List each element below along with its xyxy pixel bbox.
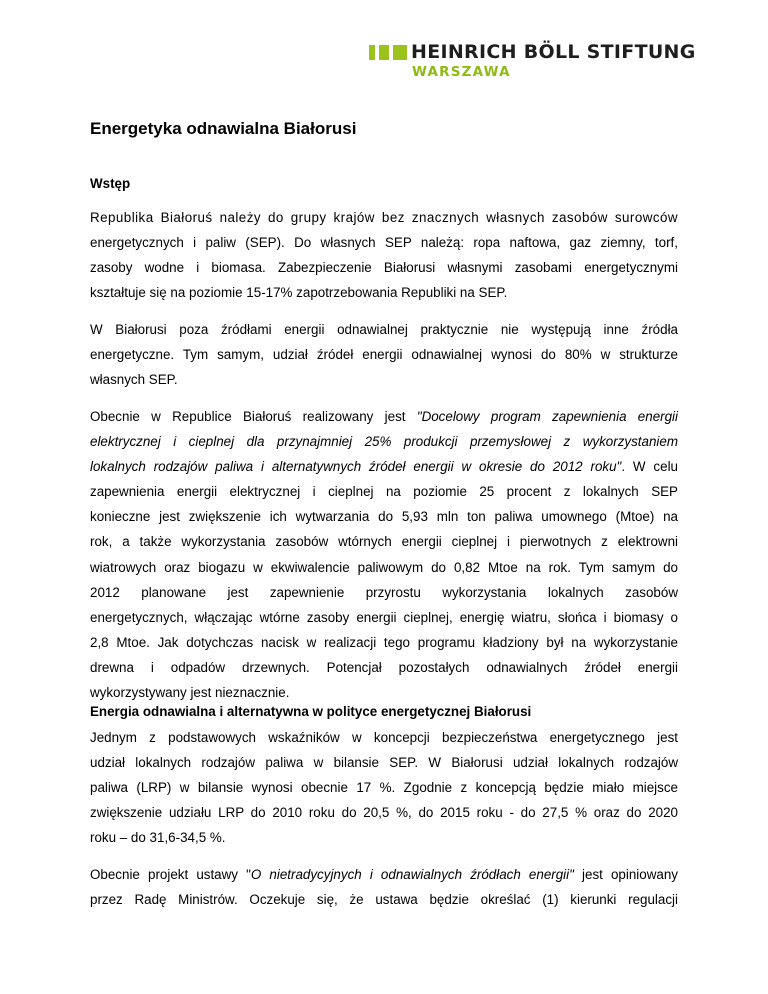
- text-line: paliwa (LRP) w bilansie wynosi obecnie 17 %. Zgodnie z koncepcją będzie miało miejsce: [90, 780, 678, 796]
- program-title-italic: lokalnych rodzajów paliwa i alternatywnych źródeł energii w okresie do 2012 roku": [90, 459, 622, 475]
- text-line: energetyczne. Tym samym, udział źródeł energii odnawialnej wynosi do 80% w strukturze: [90, 347, 678, 363]
- text-line: kształtuje się na poziomie 15-17% zapotrzebowania Republiki na SEP.: [90, 285, 508, 301]
- paragraph-renewables-share: [90, 317, 678, 392]
- text-line: drewna i odpadów drzewnych. Potencjał pozostałych odnawialnych źródeł energii: [90, 659, 678, 675]
- program-title-italic: "Docelowy program zapewnienia energii: [416, 409, 679, 424]
- text-line: konieczne jest zwiększenie ich wytwarzania do 5,93 mln ton paliwa umownego (Mtoe) na: [90, 509, 678, 525]
- text-line: Jednym z podstawowych wskaźników w koncepcji bezpieczeństwa energetycznego jest: [90, 730, 678, 745]
- paragraph-energy-security: [90, 725, 678, 850]
- text-line: W Białorusi poza źródłami energii odnawialnej praktycznie nie występują inne źródła: [90, 322, 678, 337]
- text-line: zapewnienia energii elektrycznej i cieplnej na poziomie 25 procent z lokalnych SEP: [90, 484, 678, 500]
- paragraph-intro: [90, 205, 678, 305]
- text-line: zwiększenie udziału LRP do 2010 roku do 20,5 %, do 2015 roku - do 27,5 % oraz do 2020: [90, 805, 678, 821]
- text-line: roku – do 31,6-34,5 %.: [90, 830, 226, 846]
- text-line: 2,8 Mtoe. Jak dotychczas nacisk w realizacji tego programu kładziony był na wykorzystanie: [90, 634, 678, 650]
- section-heading-policy: Energia odnawialna i alternatywna w polityce energetycznej Białorusi: [90, 704, 532, 719]
- text-line: lokalnych rodzajów paliwa i alternatywnych źródeł energii w okresie do 2012 roku". W celu: [90, 459, 678, 475]
- foundation-logo: [369, 41, 696, 82]
- text-line: własnych SEP.: [90, 372, 178, 388]
- paragraph-target-program: [90, 404, 678, 705]
- text-line: Republika Białoruś należy do grupy krajów bez znacznych własnych zasobów surowców: [90, 210, 678, 225]
- text-line: Obecnie w Republice Białoruś realizowany jest "Docelowy program zapewnienia energii: [90, 409, 679, 424]
- document-title: Energetyka odnawialna Białorusi: [90, 119, 357, 138]
- text-line: wiatrowych oraz biogazu w ekwiwalencie paliwowym do 0,82 Mtoe na rok. Tym samym do: [90, 559, 678, 575]
- text-line: przez Radę Ministrów. Oczekuje się, że ustawa będzie określać (1) kierunki regulacji: [90, 892, 678, 908]
- law-title-italic: O nietradycyjnych i odnawialnych źródłach energii": [250, 867, 574, 882]
- text-line: zasoby wodne i biomasa. Zabezpieczenie Białorusi własnymi zasobami energetycznymi: [90, 260, 678, 276]
- text-line: [90, 429, 678, 454]
- logo-title: HEINRICH BÖLL STIFTUNG: [411, 41, 696, 63]
- text-line: 2012 planowane jest zapewnienie przyrostu wykorzystania lokalnych zasobów: [90, 584, 678, 600]
- paragraph-draft-law: [90, 862, 678, 912]
- logo-subtitle: WARSZAWA: [412, 64, 511, 80]
- text-line: energetycznych, włączając wtórne zasoby energii cieplnej, energię wiatru, słońca i biomasy o: [90, 609, 678, 625]
- intro-heading: Wstęp: [90, 176, 131, 191]
- text-line: rok, a także wykorzystania zasobów wtórnych energii cieplnej i pierwotnych z elektrowni: [90, 534, 678, 550]
- text-line: energetycznych i paliw (SEP). Do własnych SEP należą: ropa naftowa, gaz ziemny, torf,: [90, 235, 678, 251]
- text-line: wykorzystywany jest nieznacznie.: [90, 685, 290, 701]
- program-title-italic: elektrycznej i cieplnej dla przynajmniej 25% produkcji przemysłowej z wykorzystaniem: [90, 434, 678, 450]
- text-line: Obecnie projekt ustawy "O nietradycyjnych i odnawialnych źródłach energii" jest opiniowany: [90, 867, 678, 882]
- text-line: udział lokalnych rodzajów paliwa w bilansie SEP. W Białorusi udział lokalnych rodzajów: [90, 755, 678, 771]
